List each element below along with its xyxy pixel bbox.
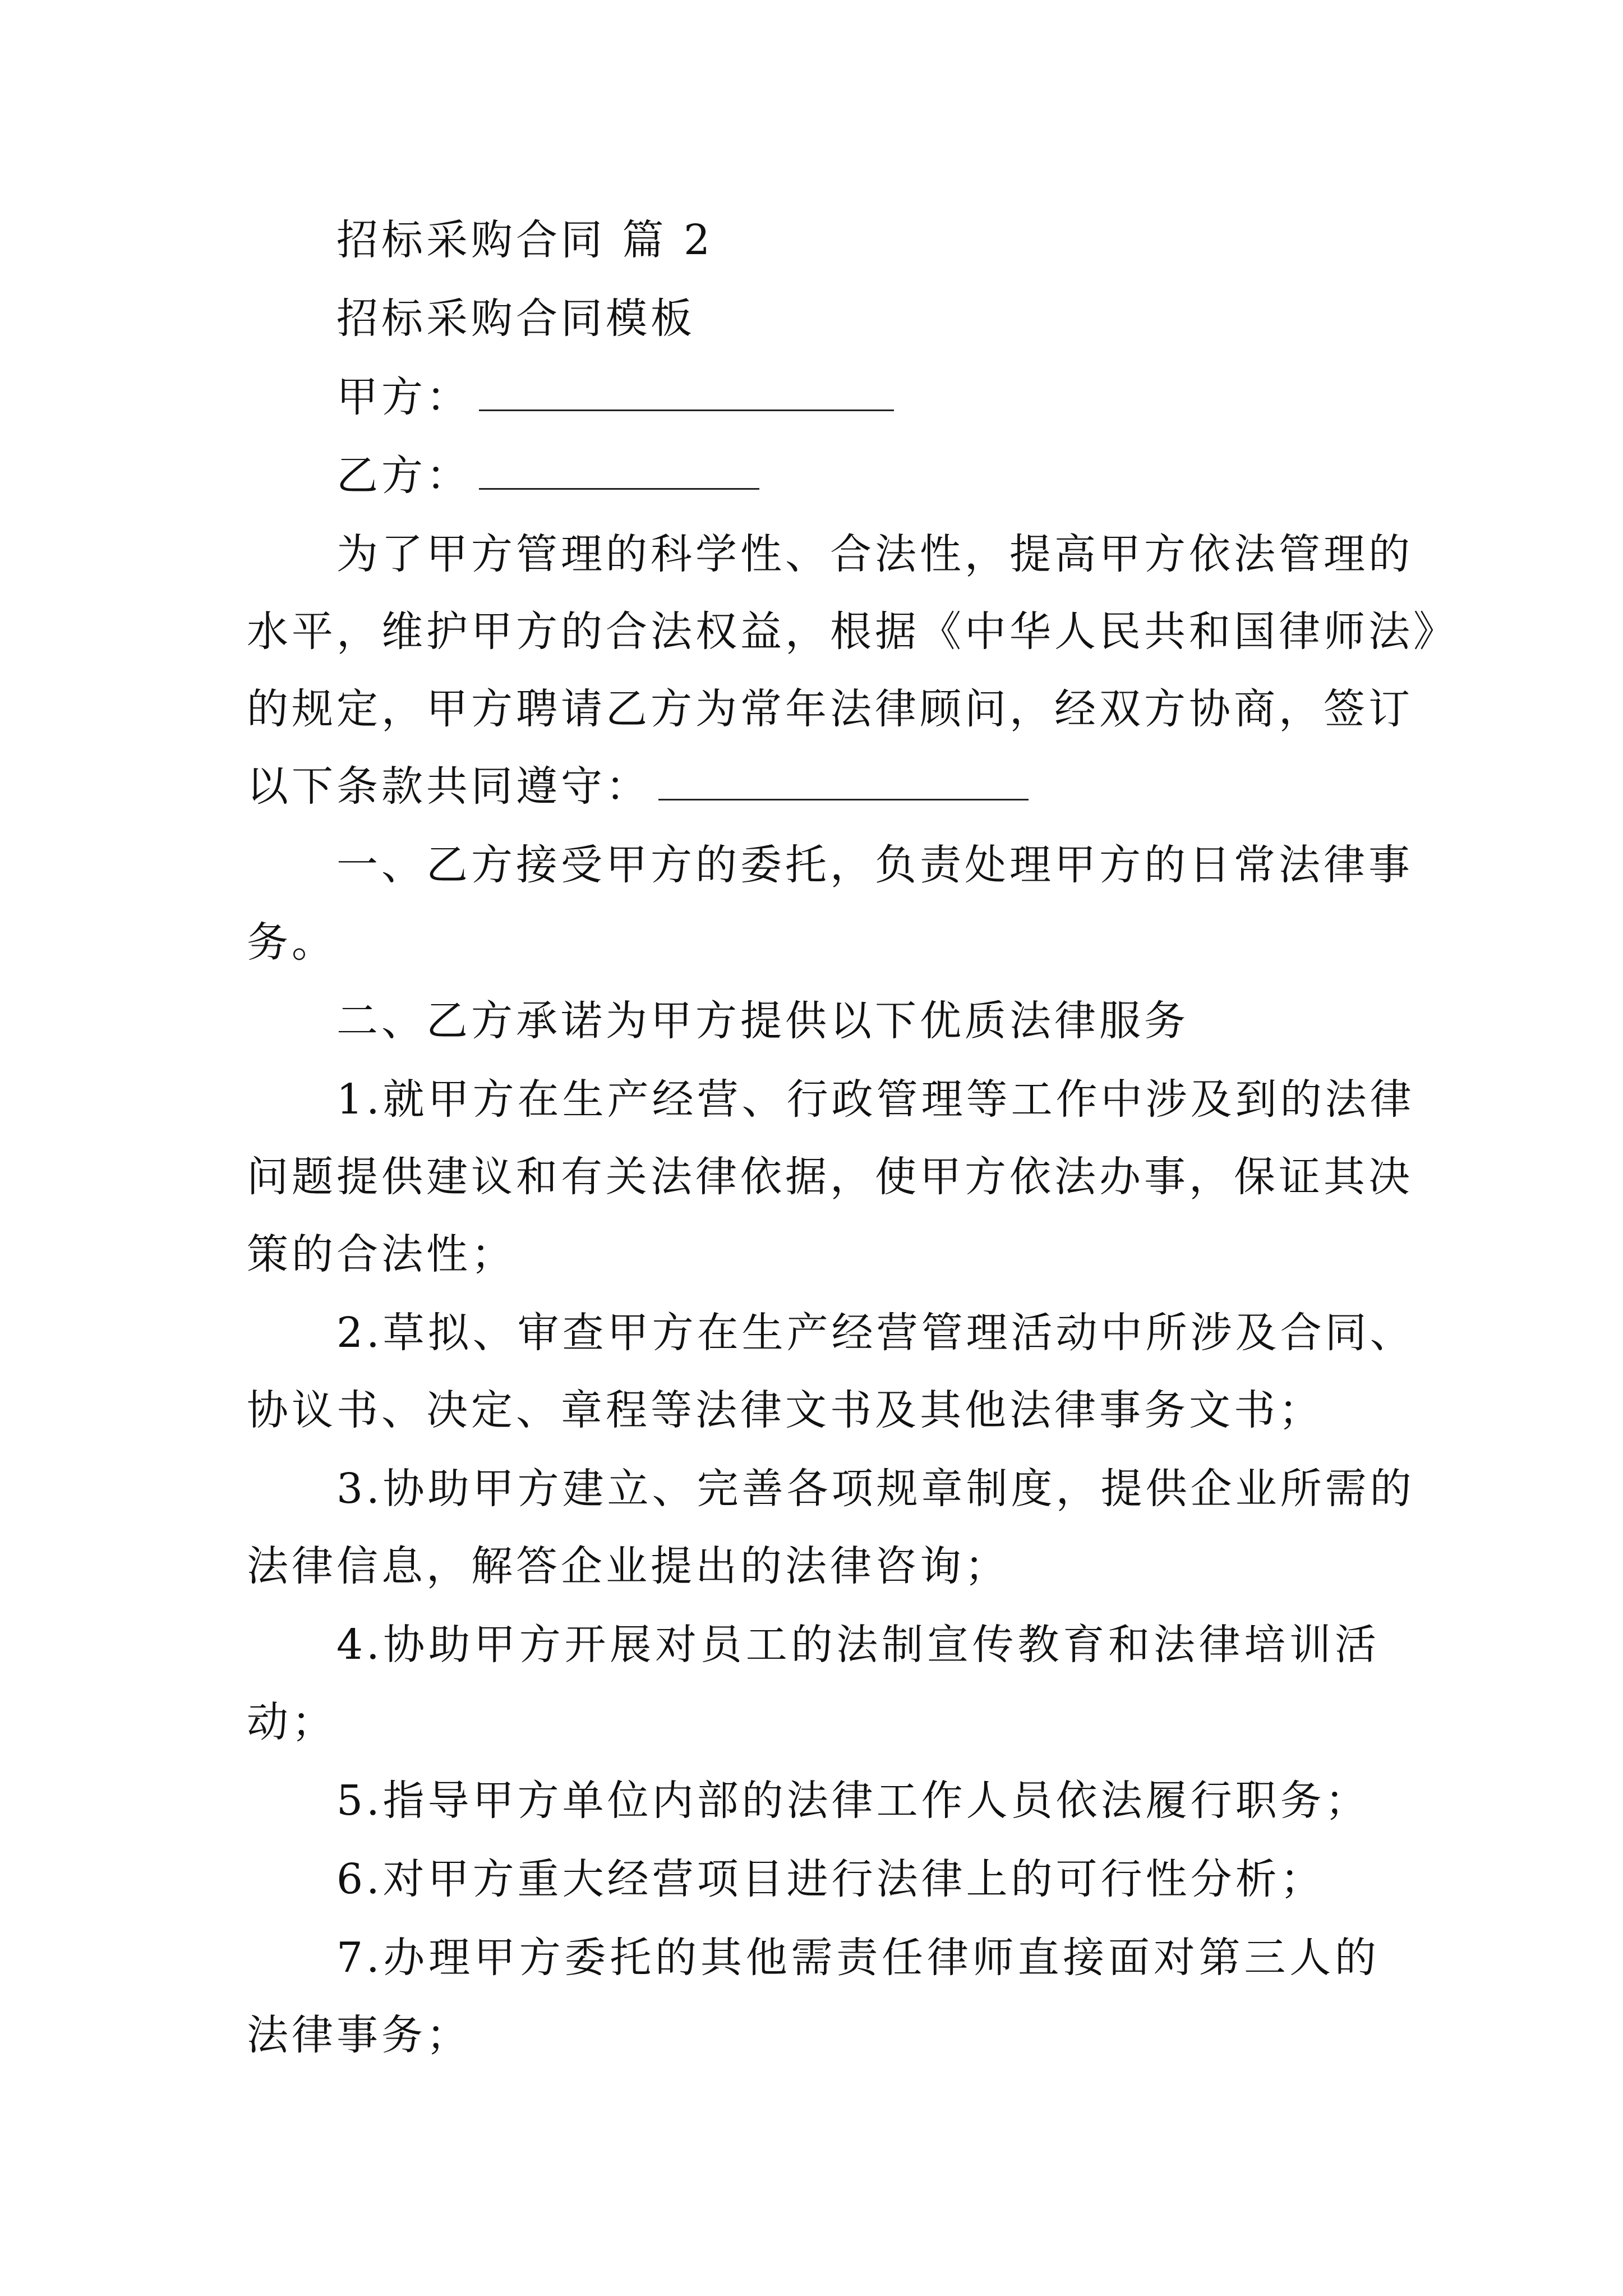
- item-2-line-2: 协议书、决定、章程等法律文书及其他法律事务文书；: [247, 1386, 1324, 1434]
- item-5: 5.指导甲方单位内部的法律工作人员依法履行职务；: [336, 1777, 1370, 1825]
- intro-paragraph-line-4-wrap: [247, 760, 1402, 813]
- intro-paragraph-line-4: 以下条款共同遵守：: [247, 762, 651, 811]
- party-b-blank: [479, 457, 759, 490]
- intro-blank: [658, 767, 1029, 800]
- item-4-line-1: 4.协助甲方开展对员工的法制宣传教育和法律培训活: [336, 1621, 1380, 1669]
- clause-2: 二、乙方承诺为甲方提供以下优质法律服务: [336, 997, 1189, 1045]
- item-6: 6.对甲方重大经营项目进行法律上的可行性分析；: [336, 1855, 1325, 1903]
- item-7-line-1: 7.办理甲方委托的其他需责任律师直接面对第三人的: [336, 1934, 1380, 1982]
- item-7-line-2: 法律事务；: [247, 2011, 471, 2059]
- item-3-line-2: 法律信息，解答企业提出的法律咨询；: [247, 1542, 1009, 1590]
- party-a-label: 甲方：: [336, 373, 471, 421]
- item-1-line-1: 1.就甲方在生产经营、行政管理等工作中涉及到的法律: [336, 1075, 1415, 1124]
- item-1-line-3: 策的合法性；: [247, 1230, 516, 1278]
- clause-1-line-2: 务。: [247, 918, 336, 967]
- intro-paragraph-line-2: 水平，维护甲方的合法权益，根据《中华人民共和国律师法》: [247, 608, 1458, 656]
- document-heading: 招标采购合同 篇 2: [336, 216, 714, 264]
- party-b-label: 乙方：: [336, 452, 471, 500]
- item-4-line-2: 动；: [247, 1698, 336, 1746]
- clause-1-line-1: 一、乙方接受甲方的委托，负责处理甲方的日常法律事: [336, 841, 1413, 889]
- party-a-blank: [479, 378, 894, 411]
- item-2-line-1: 2.草拟、审查甲方在生产经营管理活动中所涉及合同、: [336, 1309, 1415, 1357]
- item-1-line-2: 问题提供建议和有关法律依据，使甲方依法办事，保证其决: [247, 1153, 1413, 1201]
- party-b-line: [336, 449, 1492, 503]
- item-3-line-1: 3.协助甲方建立、完善各项规章制度，提供企业所需的: [336, 1465, 1415, 1513]
- intro-paragraph-line-3: 的规定，甲方聘请乙方为常年法律顾问，经双方协商，签订: [247, 685, 1413, 733]
- party-a-line: [336, 370, 1492, 424]
- document-subheading: 招标采购合同模板: [336, 295, 695, 343]
- intro-paragraph-line-1: 为了甲方管理的科学性、合法性，提高甲方依法管理的: [336, 530, 1413, 578]
